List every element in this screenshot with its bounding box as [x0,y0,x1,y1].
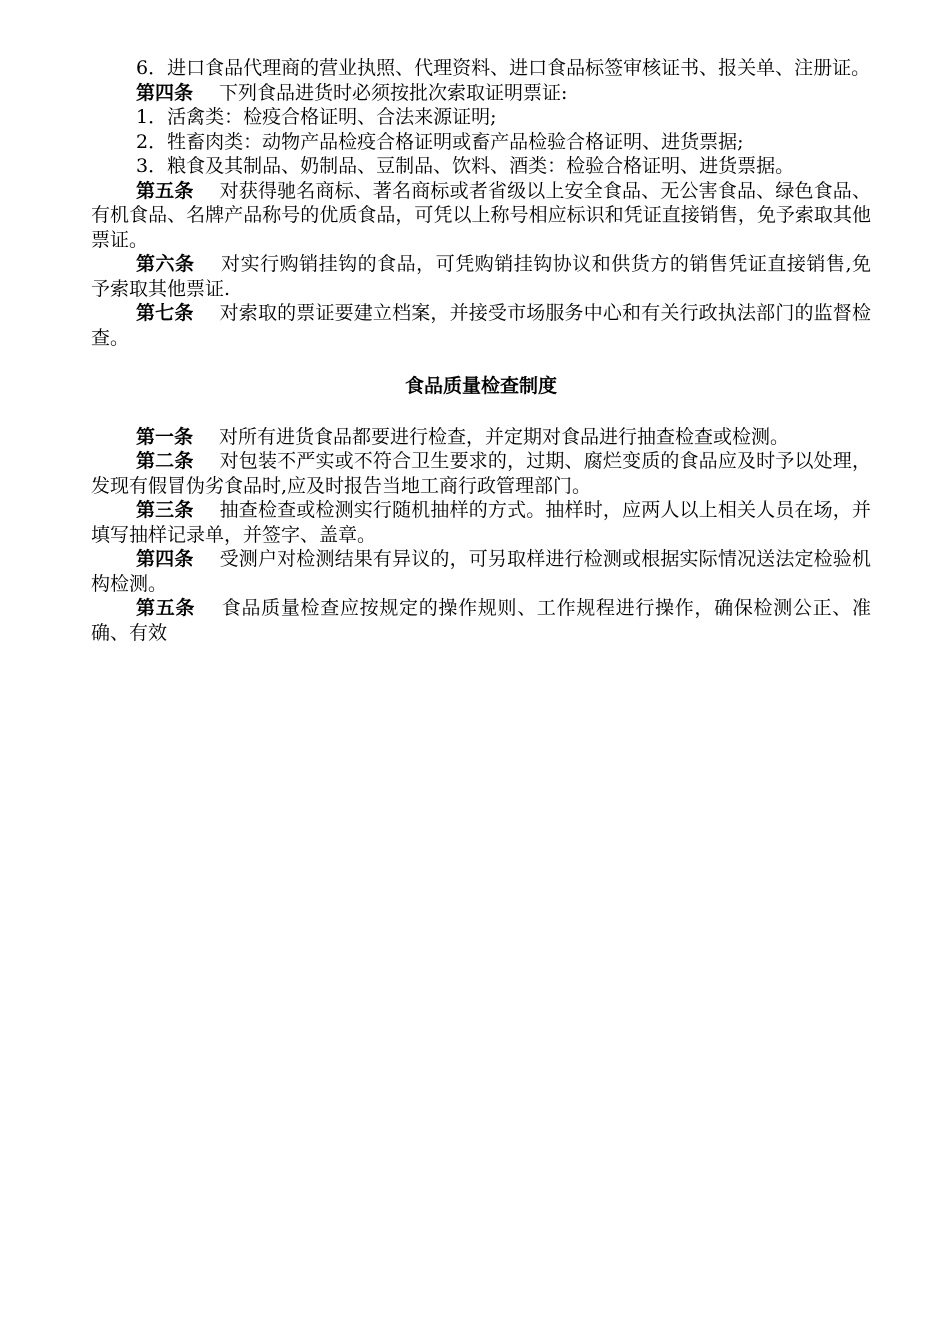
article-paragraph [91,81,871,106]
paragraph-text: 抽查检查或检测实行随机抽样的方式。抽样时，应两人以上相关人员在场，并填写抽样记录单，并签字、盖章。 [91,499,871,546]
article-label: 第五条 [136,179,194,202]
article-paragraph [91,449,871,498]
list-item [91,130,871,155]
section-two [91,425,871,646]
article-label: 第四条 [136,81,194,104]
article-paragraph [91,252,871,301]
paragraph-text: 对包装不严实或不符合卫生要求的，过期、腐烂变质的食品应及时予以处理，发现有假冒伪劣食品时,应及时报告当地工商行政管理部门。 [91,450,871,497]
section-one [91,56,871,350]
paragraph-text: 2．牲畜肉类：动物产品检疫合格证明或畜产品检验合格证明、进货票据; [136,130,744,153]
article-paragraph [91,425,871,450]
article-label: 第三条 [136,499,194,521]
article-label: 第七条 [136,302,194,324]
paragraph-text: 受测户对检测结果有异议的，可另取样进行检测或根据实际情况送法定检验机构检测。 [91,548,871,595]
article-paragraph [91,596,871,645]
paragraph-text: 对索取的票证要建立档案，并接受市场服务中心和有关行政执法部门的监督检查。 [91,302,871,349]
article-label: 第一条 [136,425,194,448]
paragraph-text: 3．粮食及其制品、奶制品、豆制品、饮料、酒类：检验合格证明、进货票据。 [136,155,795,177]
paragraph-text: 对获得驰名商标、著名商标或者省级以上安全食品、无公害食品、绿色食品、有机食品、名牌产品称号的优质食品，可凭以上称号相应标识和凭证直接销售，免予索取其他票证。 [91,179,871,251]
article-label: 第二条 [136,450,194,472]
article-paragraph [91,179,871,253]
article-label: 第四条 [136,548,194,570]
article-paragraph [91,547,871,596]
section-title: 食品质量检查制度 [404,375,557,397]
list-item [91,154,871,179]
paragraph-text: 对所有进货食品都要进行检查，并定期对食品进行抽查检查或检测。 [219,425,790,448]
article-paragraph [91,301,871,350]
paragraph-text: 对实行购销挂钩的食品，可凭购销挂钩协议和供货方的销售凭证直接销售,免予索取其他票证. [91,253,871,300]
document-page [91,56,871,645]
paragraph-text: 食品质量检查应按规定的操作规则、工作规程进行操作，确保检测公正、准确、有效 [91,597,871,644]
paragraph-text: 6．进口食品代理商的营业执照、代理资料、进口食品标签审核证书、报关单、注册证。 [136,57,871,79]
list-item [91,56,871,81]
list-item [91,105,871,130]
article-paragraph [91,498,871,547]
paragraph-text: 1．活禽类：检疫合格证明、合法来源证明; [136,106,497,128]
article-label: 第六条 [136,253,195,275]
article-label: 第五条 [136,597,196,619]
paragraph-text: 下列食品进货时必须按批次索取证明票证: [219,81,568,104]
